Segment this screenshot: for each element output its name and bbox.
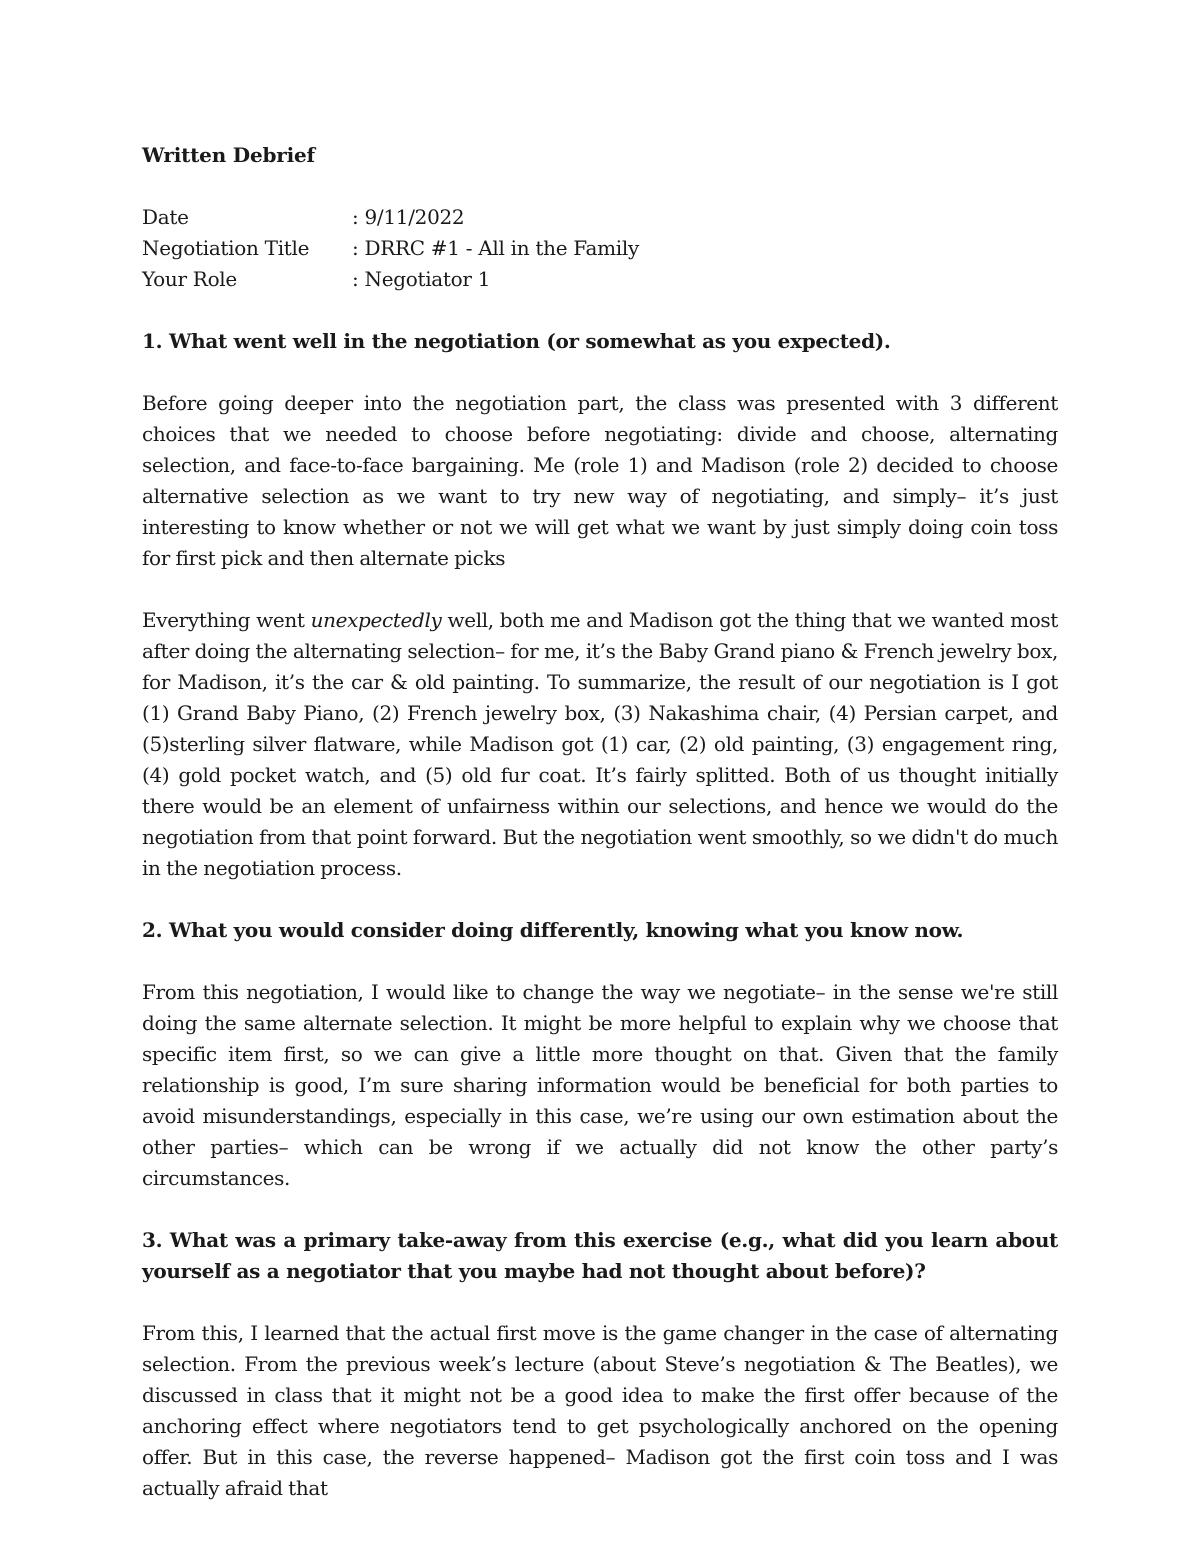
question-1-heading: 1. What went well in the negotiation (or somewhat as you expected). (142, 329, 891, 353)
question-3-paragraph-1: From this, I learned that the actual first move is the game changer in the case of alternating selection. From the previous week’s lecture (about Steve’s negotiation & The Beatles), we discussed in class that it might not be a good idea to make the first offer because of the anchoring effect where negotiators tend to get psychologically anchored on the opening offer. But in this case, the reverse happened– Madison got the first coin toss and I was actually afraid that (142, 1321, 1058, 1500)
question-1-paragraph-2 (142, 605, 1058, 884)
meta-label: Your Role (142, 267, 237, 291)
meta-row-role (142, 264, 1058, 295)
question-1-paragraph-1: Before going deeper into the negotiation part, the class was presented with 3 different choices that we needed to choose before negotiating: divide and choose, alternating selection, and face-to-face bargaining. Me (role 1) and Madison (role 2) decided to choose alternative selection as we want to try new way of negotiating, and simply– it’s just interesting to know whether or not we will get what we want by just simply doing coin toss for first pick and then alternate picks (142, 391, 1058, 570)
meta-label: Negotiation Title (142, 236, 310, 260)
meta-value: : DRRC #1 - All in the Family (352, 236, 640, 260)
question-3-heading: 3. What was a primary take-away from this exercise (e.g., what did you learn about yourself as a negotiator that you maybe had not thought about before)? (142, 1228, 1058, 1283)
paragraph-rest: well, both me and Madison got the thing that we wanted most after doing the alternating selection– for me, it’s the Baby Grand piano & French jewelry box, for Madison, it’s the car & old painting. To summarize, the result of our negotiation is I got (1) Grand Baby Piano, (2) French jewelry box, (3) Nakashima chair, (4) Persian carpet, and (5)sterling silver flatware, while Madison got (1) car, (2) old painting, (3) engagement ring, (4) gold pocket watch, and (5) old fur coat. It’s fairly splitted. Both of us thought initially there would be an element of unfairness within our selections, and hence we would do the negotiation from that point forward. But the negotiation went smoothly, so we didn't do much in the negotiation process. (142, 608, 1058, 880)
emphasized-word: unexpectedly (310, 608, 442, 632)
meta-value: : Negotiator 1 (352, 267, 491, 291)
meta-value: : 9/11/2022 (352, 205, 465, 229)
meta-row-negotiation-title (142, 233, 1058, 264)
document-title: Written Debrief (142, 143, 315, 167)
metadata-block (142, 202, 1058, 295)
question-2-heading: 2. What you would consider doing differently, knowing what you know now. (142, 918, 964, 942)
meta-row-date (142, 202, 1058, 233)
question-2-paragraph-1: From this negotiation, I would like to change the way we negotiate– in the sense we're still doing the same alternate selection. It might be more helpful to explain why we choose that specific item first, so we can give a little more thought on that. Given that the family relationship is good, I’m sure sharing information would be beneficial for both parties to avoid misunderstandings, especially in this case, we’re using our own estimation about the other parties– which can be wrong if we actually did not know the other party’s circumstances. (142, 980, 1058, 1190)
paragraph-lead: Everything went (142, 608, 311, 632)
meta-label: Date (142, 205, 189, 229)
document-body (142, 140, 1058, 1535)
